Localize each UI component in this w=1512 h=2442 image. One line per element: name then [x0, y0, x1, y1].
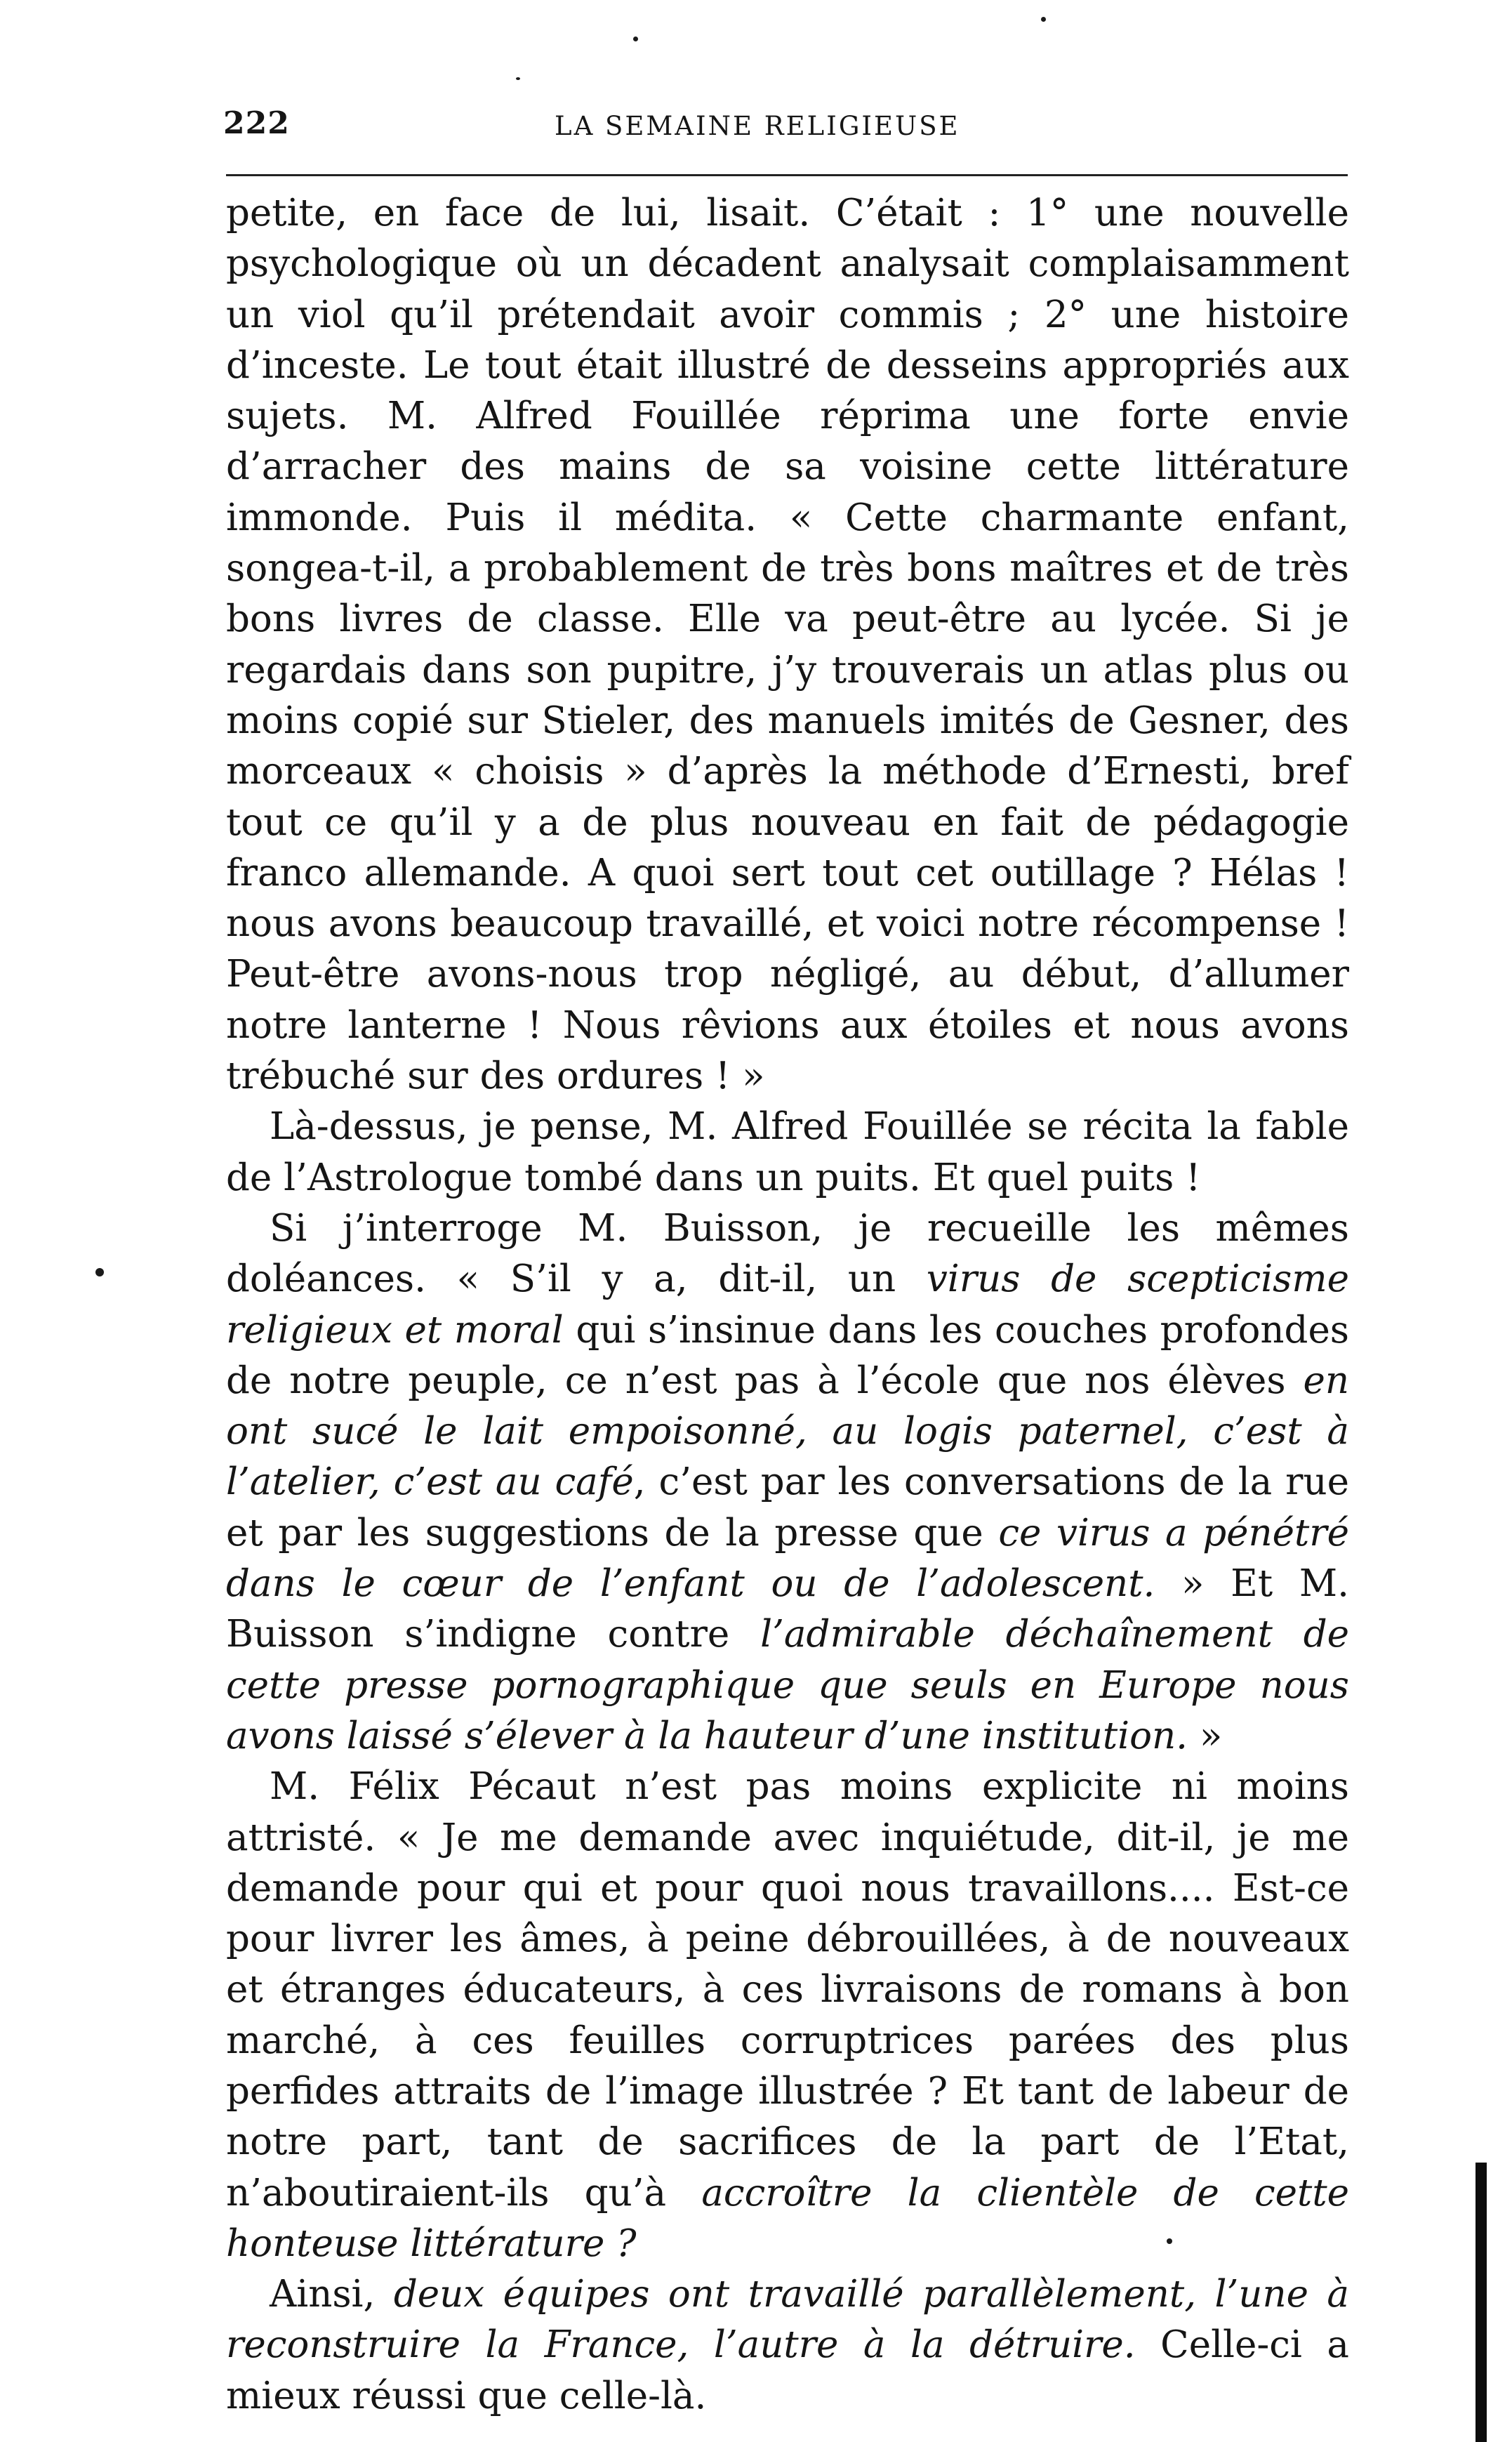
- body-paragraph: [226, 1203, 1349, 1762]
- italic-text: en ont sucé le lait empoisonné, au logis paternel, c’est à l’atelier, c’est au café: [226, 1359, 1349, 1504]
- italic-text: virus de scepticisme religieux et moral: [226, 1258, 1349, 1352]
- scan-speck: [1041, 17, 1046, 22]
- italic-text: ce virus a pénétré dans le cœur de l’enfant ou de l’adolescent.: [226, 1511, 1349, 1606]
- header-rule: [226, 174, 1348, 176]
- page-number: 222: [223, 105, 290, 141]
- scan-speck: [1167, 2238, 1172, 2244]
- body-paragraph: [226, 1102, 1349, 1203]
- text-run: Celle-ci a mieux réussi que celle-là.: [226, 2323, 1349, 2417]
- scan-speck: [516, 77, 520, 80]
- scan-speck: [95, 1268, 104, 1276]
- text-run: Ainsi,: [270, 2273, 394, 2316]
- body-paragraph: [226, 188, 1349, 1102]
- text-run: qui s’insinue dans les couches profondes de notre peuple, ce n’est pas à l’école que nos élèves: [226, 1308, 1350, 1402]
- body-paragraph: [226, 2269, 1349, 2422]
- italic-text: l’admirable déchaînement de cette presse pornographique que seuls en Europe nous avons laissé s’élever à la hauteur d’une institution.: [226, 1613, 1349, 1757]
- italic-text: deux équipes ont travaillé parallèlement, l’une à reconstruire la France, l’autre à la détruire.: [226, 2273, 1349, 2367]
- text-run: » Et M. Buisson s’indigne contre: [226, 1562, 1349, 1656]
- scan-margin-bar: [1475, 2163, 1487, 2442]
- text-run: petite, en face de lui, lisait. C’était : 1° une nouvelle psychologique où un décadent analysait complaisamment un viol qu’il prétendait avoir commis ; 2° une histoire d’inceste. Le tout était illustré de desseins appropriés aux sujets. M. Alfred Fouillée réprima une forte envie d’arracher des mains de sa voisine cette littérature immonde. Puis il médita. « Cette charmante enfant, songea-t-il, a probablement de très bons maîtres et de très bons livres de classe. Elle va peut-être au lycée. Si je regardais dans son pupitre, j’y trouverais un atlas plus ou moins copié sur Stieler, des manuels imités de Gesner, des morceaux « choisis » d’après la méthode d’Ernesti, bref tout ce qu’il y a de plus nouveau en fait de pédagogie franco allemande. A quoi sert tout cet outillage ? Hélas ! nous avons beaucoup travaillé, et voici notre récompense ! Peut-être avons-nous trop négligé, au début, d’allumer notre lanterne ! Nous rêvions aux étoiles et nous avons trébuché sur des ordures ! »: [226, 192, 1349, 1098]
- running-title: LA SEMAINE RELIGIEUSE: [555, 111, 960, 141]
- text-run: »: [1188, 1714, 1223, 1757]
- text-run: M. Félix Pécaut n’est pas moins explicite ni moins attristé. « Je me demande avec inquiétude, dit-il, je me demande pour qui et pour quoi nous travaillons.... Est-ce pour livrer les âmes, à peine débrouillées, à de nouveaux et étranges éducateurs, à ces livraisons de romans à bon marché, à ces feuilles corruptrices parées des plus perfides attraits de l’image illustrée ? Et tant de labeur de notre part, tant de sacrifices de la part de l’Etat, n’aboutiraient-ils qu’à: [226, 1765, 1349, 2215]
- italic-text: accroître la clientèle de cette honteuse littérature ?: [226, 2171, 1349, 2265]
- scan-speck: [633, 37, 638, 41]
- body-paragraph: [226, 1762, 1349, 2269]
- text-run: Si j’interroge M. Buisson, je recueille les mêmes doléances. « S’il y a, dit-il, un: [226, 1206, 1349, 1301]
- text-run: Là-dessus, je pense, M. Alfred Fouillée se récita la fable de l’Astrologue tombé dans un puits. Et quel puits !: [226, 1105, 1349, 1199]
- body-text: [226, 188, 1349, 2422]
- text-run: , c’est par les conversations de la rue et par les suggestions de la presse que: [226, 1460, 1349, 1555]
